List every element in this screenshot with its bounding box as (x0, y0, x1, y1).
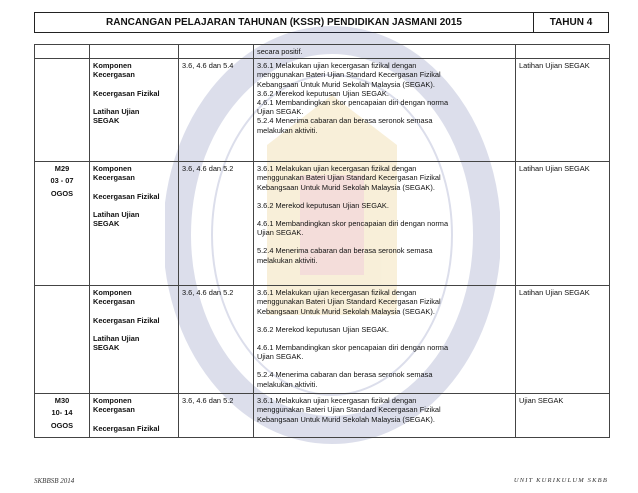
remarks-cell (516, 45, 610, 59)
learning-standard-line: 3.6.1 Melakukan ujian kecergasan fizikal dengan (257, 164, 417, 174)
learning-standard-line: menggunakan Bateri Ujian Standard Kecergasan Fizikal (257, 405, 441, 415)
topic-text: Komponen (93, 288, 132, 298)
topic-text (93, 415, 175, 424)
learning-standard-line: 3.6.1 Melakukan ujian kecergasan fizikal dengan (257, 288, 417, 298)
learning-standard-line: melakukan aktiviti. (257, 125, 318, 135)
learning-standard-cell (254, 59, 516, 162)
learning-standard-line (257, 210, 512, 219)
learning-standard-line: Kebangsaan Untuk Murid Sekolah Malaysia (SEGAK). (257, 306, 435, 316)
learning-standard-line (257, 334, 512, 343)
footer-unit: UNIT KURIKULUM SKBB (513, 477, 608, 484)
learning-standard-line: menggunakan Bateri Ujian Standard Kecergasan Fizikal (257, 297, 441, 307)
learning-standard-line: 5.2.4 Menerima cabaran dan berasa seronok semasa (257, 116, 433, 126)
topic-text: Komponen (93, 396, 132, 406)
topic-cell (90, 45, 179, 59)
topic-text: SEGAK (93, 343, 120, 353)
week-cell (35, 162, 90, 286)
topic-text: Latihan Ujian (93, 333, 140, 343)
topic-text: Kecergasan (93, 173, 135, 183)
remarks-cell: Latihan Ujian SEGAK (516, 59, 610, 162)
learning-standard-cell (254, 162, 516, 286)
topic-text (93, 98, 175, 107)
learning-standard-line: 5.2.4 Menerima cabaran dan berasa seronok semasa (257, 370, 433, 380)
topic-text: Latihan Ujian (93, 106, 140, 116)
learning-standard-cell (254, 286, 516, 394)
learning-standard-line: 3.6.2 Merekod keputusan Ujian SEGAK. (257, 200, 389, 210)
document-title: RANCANGAN PELAJARAN TAHUNAN (KSSR) PENDIDIKAN JASMANI 2015 (35, 13, 534, 32)
learning-standard-line: Kebangsaan Untuk Murid Sekolah Malaysia (SEGAK). (257, 79, 435, 89)
week-text: 03 - 07 (50, 176, 74, 186)
standard-cell: 3.6, 4.6 dan 5.4 (179, 59, 254, 162)
topic-cell (90, 59, 179, 162)
learning-standard-line: Ujian SEGAK. (257, 352, 304, 362)
topic-text: Kecergasan Fizikal (93, 315, 160, 325)
topic-text (93, 307, 175, 316)
standard-cell (179, 45, 254, 59)
topic-text: SEGAK (93, 116, 120, 126)
topic-cell (90, 162, 179, 286)
learning-standard-line: 3.6.1 Melakukan ujian kecergasan fizikal dengan (257, 61, 417, 71)
remarks-cell: Latihan Ujian SEGAK (516, 286, 610, 394)
table-row (35, 59, 610, 162)
standard-cell: 3.6, 4.6 dan 5.2 (179, 286, 254, 394)
remarks-cell: Latihan Ujian SEGAK (516, 162, 610, 286)
learning-standard-line (257, 316, 512, 325)
topic-cell (90, 286, 179, 394)
topic-text: Kecergasan Fizikal (93, 88, 160, 98)
grade-label: TAHUN 4 (549, 17, 593, 28)
week-text: OGOS (50, 420, 74, 430)
table-row (35, 162, 610, 286)
standard-cell: 3.6, 4.6 dan 5.2 (179, 162, 254, 286)
topic-cell (90, 394, 179, 438)
topic-text (93, 80, 175, 89)
learning-standard-cell (254, 45, 516, 59)
topic-text: Kecergasan (93, 405, 135, 415)
topic-text: Kecergasan (93, 70, 135, 80)
topic-text: Komponen (93, 61, 132, 71)
learning-standard-line: 4.6.1 Membandingkan skor pencapaian diri dengan norma (257, 98, 449, 108)
learning-standard-line: melakukan aktiviti. (257, 255, 318, 265)
document-header (34, 12, 609, 33)
week-cell (35, 45, 90, 59)
topic-text (93, 183, 175, 192)
topic-text: SEGAK (93, 219, 120, 229)
learning-standard-line (257, 361, 512, 370)
learning-standard-cell (254, 394, 516, 438)
week-text: M29 (54, 164, 70, 174)
lesson-plan-table (34, 44, 610, 438)
learning-standard-line: Kebangsaan Untuk Murid Sekolah Malaysia (SEGAK). (257, 182, 435, 192)
footer-school-code: SKBBSB 2014 (34, 477, 75, 485)
learning-standard-line: 3.6.2 Merekod keputusan Ujian SEGAK. (257, 88, 389, 98)
table-row (35, 286, 610, 394)
learning-standard-line: 4.6.1 Membandingkan skor pencapaian diri dengan norma (257, 219, 449, 229)
topic-text: Kecergasan Fizikal (93, 423, 160, 433)
week-text: 10- 14 (51, 408, 73, 418)
learning-standard-line: melakukan aktiviti. (257, 379, 318, 389)
standard-cell: 3.6, 4.6 dan 5.2 (179, 394, 254, 438)
learning-standard-line: Ujian SEGAK. (257, 107, 304, 117)
week-text: OGOS (50, 188, 74, 198)
learning-standard-line: Ujian SEGAK. (257, 228, 304, 238)
topic-text (93, 325, 175, 334)
topic-text: Latihan Ujian (93, 209, 140, 219)
week-cell (35, 286, 90, 394)
learning-standard-line: 3.6.2 Merekod keputusan Ujian SEGAK. (257, 324, 389, 334)
learning-standard-line: 5.2.4 Menerima cabaran dan berasa seronok semasa (257, 246, 433, 256)
week-text: M30 (54, 396, 70, 406)
learning-standard-line (257, 192, 512, 201)
learning-standard-line: 4.6.1 Membandingkan skor pencapaian diri dengan norma (257, 343, 449, 353)
learning-standard-line: Kebangsaan Untuk Murid Sekolah Malaysia (SEGAK). (257, 414, 435, 424)
learning-standard-line: menggunakan Bateri Ujian Standard Kecergasan Fizikal (257, 70, 441, 80)
learning-standard-line (257, 237, 512, 246)
learning-standard-line: secara positif. (257, 47, 303, 56)
topic-text: Kecergasan (93, 297, 135, 307)
week-cell (35, 394, 90, 438)
topic-text: Kecergasan Fizikal (93, 191, 160, 201)
table-row (35, 45, 610, 59)
topic-text (93, 201, 175, 210)
table-row (35, 394, 610, 438)
learning-standard-line: menggunakan Bateri Ujian Standard Kecergasan Fizikal (257, 173, 441, 183)
topic-text: Komponen (93, 164, 132, 174)
week-cell (35, 59, 90, 162)
learning-standard-line: 3.6.1 Melakukan ujian kecergasan fizikal dengan (257, 396, 417, 406)
remarks-cell: Ujian SEGAK (516, 394, 610, 438)
